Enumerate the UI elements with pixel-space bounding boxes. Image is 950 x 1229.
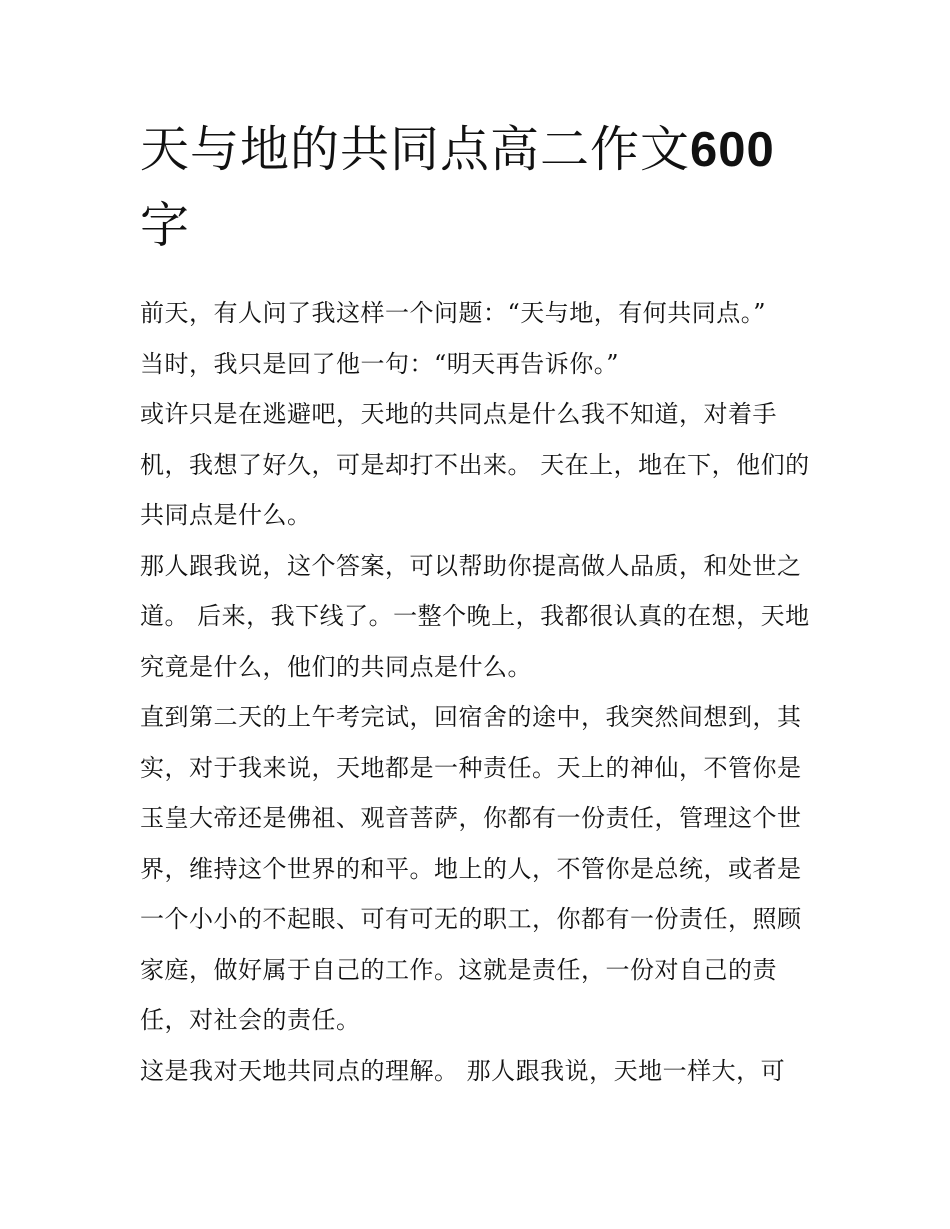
paragraph: 或许只是在逃避吧，天地的共同点是什么我不知道，对着手机，我想了好久，可是却打不出来。 天在上，地在下，他们的共同点是什么。 xyxy=(140,400,810,529)
paragraph: 当时，我只是回了他一句：“明天再告诉你。” xyxy=(140,349,620,378)
title-number: 600 xyxy=(690,123,775,177)
title-text: 天与地的共同点高二作文 xyxy=(140,121,691,178)
document-body xyxy=(140,288,820,1096)
paragraph: 直到第二天的上午考完试，回宿舍的途中，我突然间想到，其实，对于我来说，天地都是一种责任。天上的神仙，不管你是玉皇大帝还是佛祖、观音菩萨，你都有一份责任，管理这个世界，维持这个世界的和平。地上的人，不管你是总统，或者是一个小小的不起眼、可有可无的职工，你都有一份责任，照顾家庭，做好属于自己的工作。这就是责任，一份对自己的责任，对社会的责任。 xyxy=(140,703,802,1034)
document-page xyxy=(140,112,820,1096)
title-tail: 字 xyxy=(140,197,191,254)
paragraph: 这是我对天地共同点的理解。 那人跟我说，天地一样大，可 xyxy=(140,1056,786,1085)
paragraph: 前天，有人问了我这样一个问题：“天与地，有何共同点。” xyxy=(140,299,767,327)
document-title xyxy=(140,112,820,263)
paragraph: 那人跟我说，这个答案，可以帮助你提高做人品质，和处世之道。 后来，我下线了。一整个晚上，我都很认真的在想，天地究竟是什么，他们的共同点是什么。 xyxy=(140,551,810,681)
